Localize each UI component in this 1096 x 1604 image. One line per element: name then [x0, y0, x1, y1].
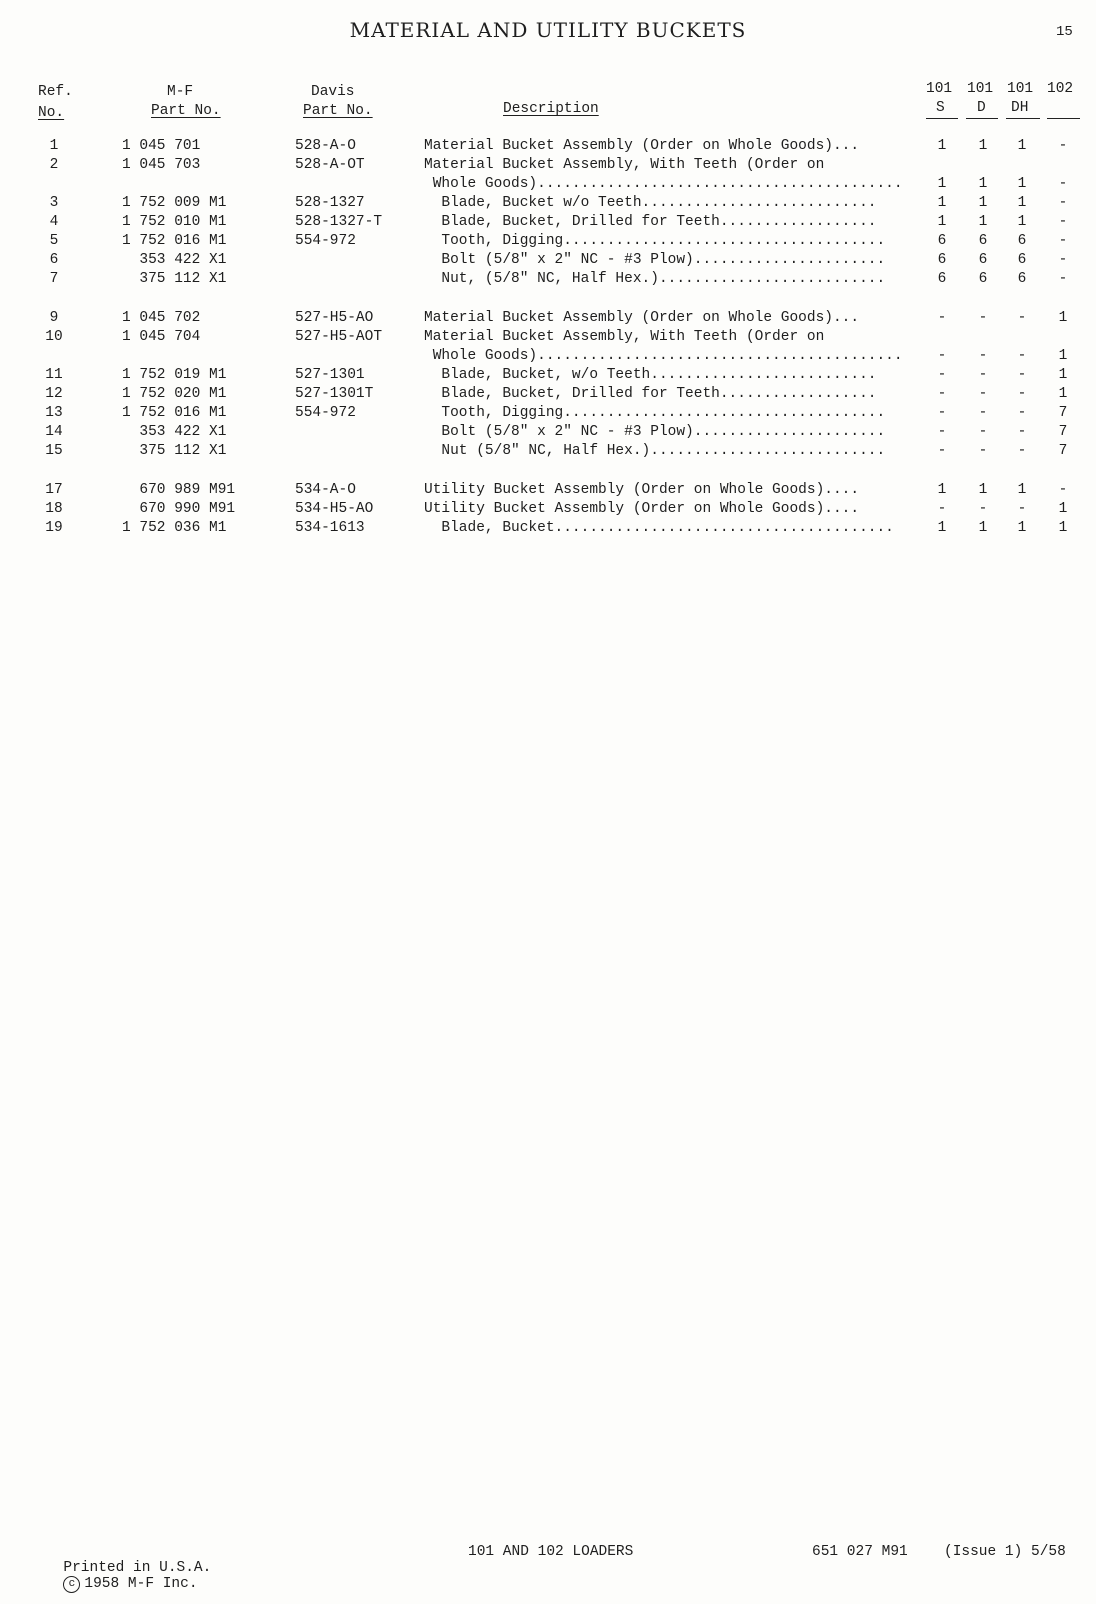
ref-number: 11: [45, 367, 63, 383]
qty-101d: -: [978, 348, 988, 364]
qty-101dh: -: [1017, 443, 1027, 459]
table-row: [0, 329, 1096, 348]
copyright-icon: c: [63, 1576, 80, 1593]
mf-part-number: 353 422 X1: [122, 424, 227, 440]
qty-101s: -: [937, 501, 947, 517]
mf-part-number: 1 752 009 M1: [122, 195, 227, 211]
qty-102: 1: [1058, 348, 1068, 364]
table-row: [0, 348, 1096, 367]
qty-101d: 6: [978, 252, 988, 268]
ref-number: 15: [45, 443, 63, 459]
davis-part-number: 554-972: [295, 233, 356, 249]
qty-101d-header-line2: D: [977, 100, 986, 116]
qty-101s: 1: [937, 176, 947, 192]
mf-header-line2: Part No.: [151, 103, 221, 119]
mf-part-number: 375 112 X1: [122, 271, 227, 287]
mf-part-number: 1 045 701: [122, 138, 201, 154]
qty-102: -: [1058, 195, 1068, 211]
qty-101dh-underline: [1006, 118, 1040, 119]
davis-part-number: 534-1613: [295, 520, 365, 536]
qty-102: -: [1058, 482, 1068, 498]
qty-101dh: 1: [1017, 482, 1027, 498]
copyright-text: 1958 M-F Inc.: [84, 1576, 198, 1592]
description: Blade, Bucket, w/o Teeth..........................: [424, 367, 877, 383]
qty-101dh: -: [1017, 367, 1027, 383]
qty-102: 1: [1058, 386, 1068, 402]
table-row: [0, 176, 1096, 195]
description: Utility Bucket Assembly (Order on Whole Goods)....: [424, 501, 860, 517]
ref-header-line1: Ref.: [38, 84, 73, 100]
table-row: [0, 271, 1096, 290]
mf-part-number: 1 752 019 M1: [122, 367, 227, 383]
qty-102: 7: [1058, 443, 1068, 459]
qty-101s: -: [937, 443, 947, 459]
qty-102: 1: [1058, 520, 1068, 536]
qty-102: -: [1058, 176, 1068, 192]
qty-101s-header-line2: S: [936, 100, 945, 116]
table-row: [0, 443, 1096, 462]
davis-part-number: 527-H5-AO: [295, 310, 374, 326]
table-row: [0, 367, 1096, 386]
ref-header-line2: No.: [38, 105, 65, 121]
qty-101d: 1: [978, 520, 988, 536]
qty-101s: 6: [937, 271, 947, 287]
page-title: MATERIAL AND UTILITY BUCKETS: [349, 18, 747, 42]
qty-101dh: -: [1017, 348, 1027, 364]
qty-101s: 1: [937, 195, 947, 211]
ref-number: 18: [45, 501, 63, 517]
davis-part-number: 527-1301: [295, 367, 365, 383]
qty-101d: 6: [978, 233, 988, 249]
davis-header-line2: Part No.: [303, 103, 373, 119]
qty-101s: -: [937, 405, 947, 421]
description: Blade, Bucket, Drilled for Teeth..................: [424, 386, 877, 402]
qty-102-header-line1: 102: [1047, 81, 1074, 97]
qty-101d: -: [978, 424, 988, 440]
qty-101dh: 1: [1017, 214, 1027, 230]
description: Blade, Bucket, Drilled for Teeth..................: [424, 214, 877, 230]
ref-number: 1: [49, 138, 59, 154]
qty-101dh: -: [1017, 310, 1027, 326]
qty-101s: -: [937, 348, 947, 364]
ref-number: 10: [45, 329, 63, 345]
qty-101d: 1: [978, 195, 988, 211]
description: Material Bucket Assembly, With Teeth (Order on: [424, 329, 825, 345]
davis-part-number: 534-H5-AO: [295, 501, 374, 517]
qty-101dh: 1: [1017, 195, 1027, 211]
description: Utility Bucket Assembly (Order on Whole Goods)....: [424, 482, 860, 498]
qty-101d: -: [978, 443, 988, 459]
footer-printed: [46, 1544, 211, 1593]
mf-part-number: 670 990 M91: [122, 501, 236, 517]
qty-101d: -: [978, 501, 988, 517]
qty-102: -: [1058, 233, 1068, 249]
davis-part-number: 528-1327-T: [295, 214, 383, 230]
description: Blade, Bucket.......................................: [424, 520, 894, 536]
qty-101s: 6: [937, 233, 947, 249]
table-row: [0, 424, 1096, 443]
description: Nut (5/8" NC, Half Hex.)...........................: [424, 443, 886, 459]
qty-102: 1: [1058, 367, 1068, 383]
qty-101d: 1: [978, 138, 988, 154]
qty-102-underline: [1047, 118, 1080, 119]
davis-part-number: 534-A-O: [295, 482, 356, 498]
qty-101d: -: [978, 405, 988, 421]
qty-101dh: 1: [1017, 138, 1027, 154]
qty-101s: 1: [937, 214, 947, 230]
ref-number: 17: [45, 482, 63, 498]
davis-part-number: 527-H5-AOT: [295, 329, 383, 345]
description: Nut, (5/8" NC, Half Hex.)..........................: [424, 271, 886, 287]
description: Material Bucket Assembly (Order on Whole Goods)...: [424, 310, 860, 326]
table-row: [0, 214, 1096, 233]
qty-101d: -: [978, 386, 988, 402]
qty-101dh: 1: [1017, 520, 1027, 536]
footer-model: 101 AND 102 LOADERS: [468, 1544, 634, 1560]
mf-part-number: 1 045 703: [122, 157, 201, 173]
qty-101dh: 6: [1017, 233, 1027, 249]
table-row: [0, 520, 1096, 539]
mf-part-number: 670 989 M91: [122, 482, 236, 498]
mf-part-number: 1 752 016 M1: [122, 233, 227, 249]
davis-part-number: 528-A-OT: [295, 157, 365, 173]
qty-101d: 1: [978, 482, 988, 498]
description: Tooth, Digging.....................................: [424, 405, 886, 421]
davis-part-number: 528-1327: [295, 195, 365, 211]
ref-number: 2: [49, 157, 59, 173]
qty-101d: -: [978, 367, 988, 383]
qty-102: 7: [1058, 405, 1068, 421]
description: Material Bucket Assembly, With Teeth (Order on: [424, 157, 825, 173]
davis-part-number: 527-1301T: [295, 386, 374, 402]
qty-102: -: [1058, 252, 1068, 268]
qty-101s: -: [937, 367, 947, 383]
table-row: [0, 233, 1096, 252]
ref-number: 6: [49, 252, 59, 268]
qty-101dh: -: [1017, 501, 1027, 517]
davis-header-line1: Davis: [311, 84, 355, 100]
qty-101dh: 1: [1017, 176, 1027, 192]
ref-number: 5: [49, 233, 59, 249]
davis-part-number: 528-A-O: [295, 138, 356, 154]
printed-in-text: Printed in U.S.A.: [63, 1560, 212, 1576]
ref-number: 4: [49, 214, 59, 230]
footer-doc-number: 651 027 M91: [812, 1544, 908, 1560]
description: Bolt (5/8" x 2" NC - #3 Plow)......................: [424, 424, 886, 440]
description: Tooth, Digging.....................................: [424, 233, 886, 249]
qty-101d: -: [978, 310, 988, 326]
qty-102: 1: [1058, 310, 1068, 326]
ref-number: 7: [49, 271, 59, 287]
qty-101dh: -: [1017, 424, 1027, 440]
mf-header-line1: M-F: [167, 84, 194, 100]
mf-part-number: 1 045 704: [122, 329, 201, 345]
ref-number: 3: [49, 195, 59, 211]
page-number: 15: [1056, 24, 1073, 40]
table-row: [0, 501, 1096, 520]
qty-101d-underline: [966, 118, 998, 119]
table-row: [0, 386, 1096, 405]
qty-101s: 6: [937, 252, 947, 268]
mf-part-number: 1 752 016 M1: [122, 405, 227, 421]
description: Whole Goods)..........................................: [424, 176, 903, 192]
ref-number: 19: [45, 520, 63, 536]
table-row: [0, 310, 1096, 329]
table-row: [0, 195, 1096, 214]
qty-101d: 6: [978, 271, 988, 287]
qty-101dh: 6: [1017, 271, 1027, 287]
qty-101dh: 6: [1017, 252, 1027, 268]
qty-102: -: [1058, 214, 1068, 230]
table-row: [0, 405, 1096, 424]
qty-101s-header-line1: 101: [926, 81, 953, 97]
qty-101s: 1: [937, 138, 947, 154]
qty-101dh-header-line1: 101: [1007, 81, 1034, 97]
table-row: [0, 157, 1096, 176]
mf-part-number: 353 422 X1: [122, 252, 227, 268]
ref-number: 9: [49, 310, 59, 326]
qty-101s: 1: [937, 520, 947, 536]
qty-102: -: [1058, 138, 1068, 154]
qty-102: 1: [1058, 501, 1068, 517]
qty-102: 7: [1058, 424, 1068, 440]
qty-101s: -: [937, 386, 947, 402]
qty-101s: -: [937, 424, 947, 440]
mf-part-number: 1 752 010 M1: [122, 214, 227, 230]
description: Bolt (5/8" x 2" NC - #3 Plow)......................: [424, 252, 886, 268]
description-header: Description: [503, 101, 599, 117]
table-row: [0, 252, 1096, 271]
table-row: [0, 482, 1096, 501]
description: Whole Goods)..........................................: [424, 348, 903, 364]
qty-101dh: -: [1017, 405, 1027, 421]
qty-101d: 1: [978, 176, 988, 192]
ref-number: 13: [45, 405, 63, 421]
qty-101d: 1: [978, 214, 988, 230]
davis-part-number: 554-972: [295, 405, 356, 421]
table-row: [0, 138, 1096, 157]
qty-101dh: -: [1017, 386, 1027, 402]
qty-101s: -: [937, 310, 947, 326]
ref-number: 14: [45, 424, 63, 440]
mf-part-number: 1 045 702: [122, 310, 201, 326]
qty-101s-underline: [926, 118, 958, 119]
mf-part-number: 1 752 036 M1: [122, 520, 227, 536]
qty-101s: 1: [937, 482, 947, 498]
mf-part-number: 375 112 X1: [122, 443, 227, 459]
qty-101dh-header-line2: DH: [1011, 100, 1029, 116]
qty-102: -: [1058, 271, 1068, 287]
mf-part-number: 1 752 020 M1: [122, 386, 227, 402]
footer-issue: (Issue 1) 5/58: [944, 1544, 1066, 1560]
description: Blade, Bucket w/o Teeth...........................: [424, 195, 877, 211]
qty-101d-header-line1: 101: [967, 81, 994, 97]
ref-number: 12: [45, 386, 63, 402]
description: Material Bucket Assembly (Order on Whole Goods)...: [424, 138, 860, 154]
